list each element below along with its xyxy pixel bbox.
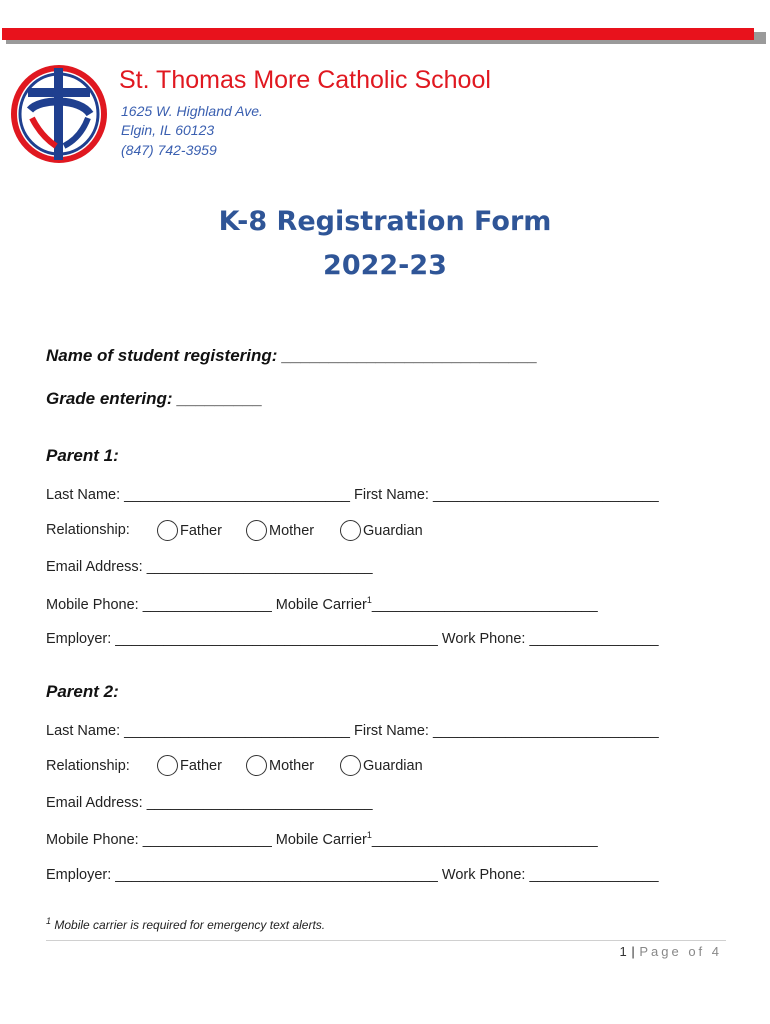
parent2-option-father[interactable] — [157, 755, 222, 776]
parent1-heading: Parent 1: — [46, 446, 119, 465]
option-label: Father — [180, 757, 222, 774]
radio-circle-icon[interactable] — [246, 755, 267, 776]
student-name-field[interactable]: Name of student registering: ___________________________ — [46, 346, 538, 365]
parent2-email-field[interactable]: Email Address: ____________________________ — [46, 795, 373, 811]
parent1-email-field[interactable]: Email Address: ____________________________ — [46, 559, 373, 575]
parent2-option-guardian[interactable] — [340, 755, 423, 776]
radio-circle-icon[interactable] — [340, 520, 361, 541]
option-label: Guardian — [363, 757, 423, 774]
form-title: K-8 Registration Form — [218, 206, 552, 237]
page-current: 1 — [619, 944, 628, 959]
carrier-line: ____________________________ — [371, 831, 598, 848]
footer-divider — [46, 940, 726, 941]
parent1-employer-fields[interactable]: Employer: ________________________________________ Work Phone: ________________ — [46, 631, 659, 647]
header-bar — [2, 28, 754, 40]
option-label: Father — [180, 522, 222, 539]
parent1-mobile-fields[interactable] — [46, 595, 598, 613]
relationship-label: Relationship: — [46, 522, 130, 538]
parent2-mobile-fields[interactable] — [46, 830, 598, 848]
carrier-line: ____________________________ — [371, 596, 598, 613]
radio-circle-icon[interactable] — [157, 755, 178, 776]
parent2-name-fields[interactable]: Last Name: ____________________________ First Name: ____________________________ — [46, 723, 659, 739]
parent1-option-guardian[interactable] — [340, 520, 423, 541]
grade-entering-field[interactable]: Grade entering: _________ — [46, 389, 263, 408]
parent2-relationship — [46, 755, 466, 779]
parent2-employer-fields[interactable]: Employer: ________________________________________ Work Phone: ________________ — [46, 867, 659, 883]
footnote-marker: 1 — [46, 916, 52, 926]
parent1-relationship — [46, 520, 466, 544]
page-label: Page of 4 — [639, 944, 722, 959]
footnote-ref: 1 — [366, 595, 372, 605]
radio-circle-icon[interactable] — [340, 755, 361, 776]
parent1-name-fields[interactable]: Last Name: ____________________________ First Name: ____________________________ — [46, 487, 659, 503]
parent1-option-mother[interactable] — [246, 520, 314, 541]
option-label: Mother — [269, 522, 315, 539]
school-logo-icon — [10, 62, 108, 166]
school-address-city: Elgin, IL 60123 — [121, 122, 215, 138]
footnote-text: Mobile carrier is required for emergency text alerts. — [51, 918, 326, 932]
relationship-label: Relationship: — [46, 758, 130, 774]
parent2-heading: Parent 2: — [46, 682, 119, 701]
mobile-phone-label: Mobile Phone: ________________ Mobile Carrier — [46, 596, 367, 613]
page-separator: | — [627, 944, 640, 959]
school-phone: (847) 742-3959 — [121, 142, 217, 158]
option-label: Guardian — [363, 522, 423, 539]
parent1-option-father[interactable] — [157, 520, 222, 541]
form-year: 2022-23 — [323, 250, 447, 281]
option-label: Mother — [269, 757, 315, 774]
school-name: St. Thomas More Catholic School — [119, 66, 491, 94]
radio-circle-icon[interactable] — [246, 520, 267, 541]
mobile-phone-label: Mobile Phone: ________________ Mobile Carrier — [46, 831, 367, 848]
footnote-ref: 1 — [366, 830, 372, 840]
page-number — [620, 944, 723, 959]
radio-circle-icon[interactable] — [157, 520, 178, 541]
parent2-option-mother[interactable] — [246, 755, 314, 776]
school-address-street: 1625 W. Highland Ave. — [121, 103, 263, 119]
footnote — [46, 916, 325, 932]
